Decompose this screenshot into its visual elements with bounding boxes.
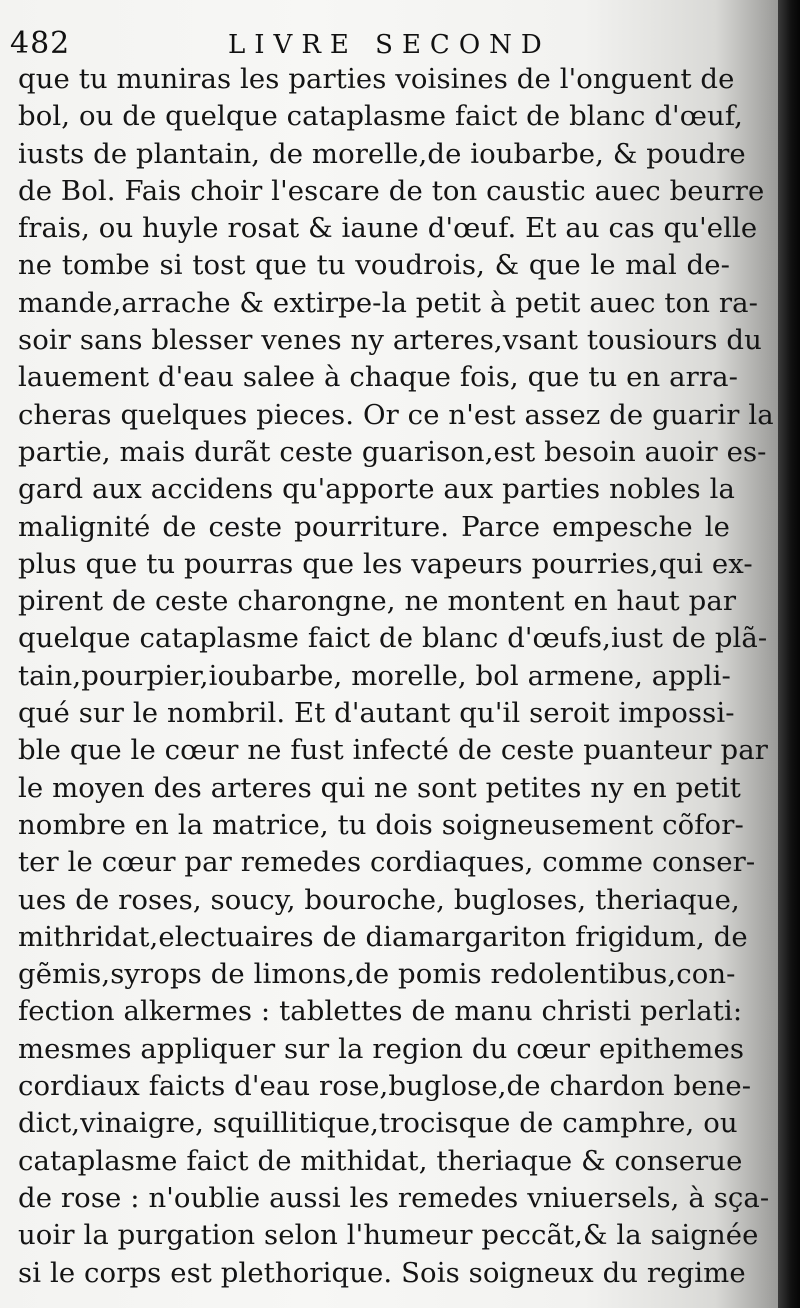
text-line: plus que tu pourras que les vapeurs pourries,qui ex- [18,547,753,580]
text-line: dict,vinaigre, squillitique,trocisque de camphre, ou [18,1107,738,1140]
text-line: gẽmis,syrops de limons,de pomis redolentibus,con- [18,958,736,991]
text-line: ne tombe si tost que tu voudrois, & que le mal de- [18,249,730,282]
text-line: soir sans blesser venes ny arteres,vsant tousiours du [18,324,762,357]
running-head-title: LIVRE SECOND [228,30,551,60]
text-line: iusts de plantain, de morelle,de ioubarbe, & poudre [18,137,746,170]
text-line: nombre en la matrice, tu dois soigneusement cõfor- [18,808,744,841]
text-line: mithridat,electuaires de diamargariton frigidum, de [18,920,748,953]
text-line: gard aux accidens qu'apporte aux parties nobles la [18,473,735,506]
text-line: quelque cataplasme faict de blanc d'œufs,iust de plã- [18,622,768,655]
text-line: fection alkermes : tablettes de manu christi perlati: [18,995,743,1028]
text-line: malignité de ceste pourriture. Parce empesche le [18,510,730,543]
text-line: bol, ou de quelque cataplasme faict de blanc d'œuf, [18,100,743,133]
text-line: cheras quelques pieces. Or ce n'est assez de guarir la [18,398,774,431]
text-line: mesmes appliquer sur la region du cœur epithemes [18,1032,745,1065]
text-line: lauement d'eau salee à chaque fois, que tu en arra- [18,361,739,394]
text-line: pirent de ceste charongne, ne montent en haut par [18,585,737,618]
page-number: 482 [10,26,71,61]
body-text [18,61,774,1292]
text-line: cordiaux faicts d'eau rose,buglose,de chardon bene- [18,1070,752,1103]
text-line: partie, mais durãt ceste guarison,est besoin auoir es- [18,435,767,468]
text-line: si le corps est plethorique. Sois soigneux du regime [18,1256,746,1289]
running-head [10,26,750,66]
text-line: de Bol. Fais choir l'escare de ton caustic auec beurre [18,174,765,207]
text-line: qué sur le nombril. Et d'autant qu'il seroit impossi- [18,697,735,730]
text-line: cataplasme faict de mithidat, theriaque & conserue [18,1144,743,1177]
text-line: de rose : n'oublie aussi les remedes vniuersels, à sça- [18,1181,770,1214]
text-line: ble que le cœur ne fust infecté de ceste puanteur par [18,734,768,767]
text-line: le moyen des arteres qui ne sont petites ny en petit [18,771,741,804]
text-line: ter le cœur par remedes cordiaques, comme conser- [18,846,756,879]
page-edge-shadow [778,0,800,1308]
text-line: que tu muniras les parties voisines de l'onguent de [18,63,735,95]
text-line: tain,pourpier,ioubarbe, morelle, bol armene, appli- [18,659,731,692]
text-line: mande,arrache & extirpe-la petit à petit auec ton ra- [18,286,758,319]
text-line: ues de roses, soucy, bouroche, bugloses, theriaque, [18,883,740,916]
text-line: frais, ou huyle rosat & iaune d'œuf. Et au cas qu'elle [18,212,758,245]
text-line: uoir la purgation selon l'humeur peccãt,& la saignée [18,1219,759,1252]
